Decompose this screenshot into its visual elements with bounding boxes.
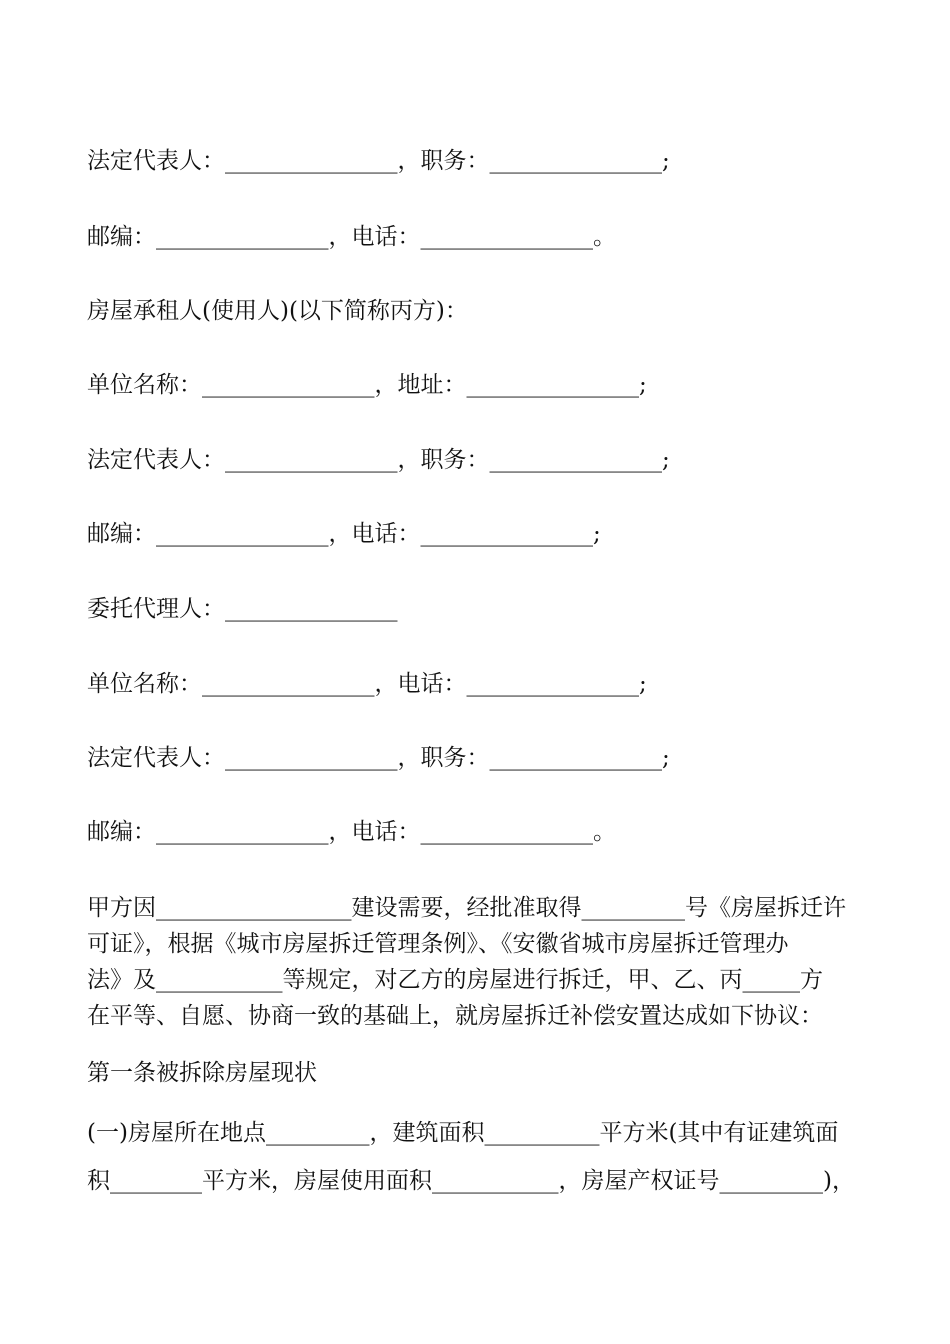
- clause-1-line-2: 积________平方米，房屋使用面积___________，房屋产权证号_________)，: [87, 1168, 855, 1194]
- postcode-phone-line-2: 邮编：_______________，电话：_______________;: [87, 521, 601, 547]
- unit-address-line: 单位名称：_______________，地址：_______________;: [87, 372, 647, 398]
- preamble-line: 可证》，根据《城市房屋拆迁管理条例》、《安徽省城市房屋拆迁管理办: [87, 931, 789, 957]
- unit-phone-line: 单位名称：_______________，电话：_______________;: [87, 671, 647, 697]
- legal-representative-line-2: 法定代表人：_______________，职务：_______________;: [87, 447, 670, 473]
- postcode-phone-line-3: 邮编：_______________，电话：_______________。: [87, 819, 616, 845]
- legal-representative-line-3: 法定代表人：_______________，职务：_______________;: [87, 745, 670, 771]
- preamble-line: 在平等、自愿、协商一致的基础上，就房屋拆迁补偿安置达成如下协议：: [87, 1003, 823, 1029]
- lessee-heading: 房屋承租人(使用人)(以下简称丙方)：: [87, 298, 468, 324]
- postcode-phone-line-1: 邮编：_______________，电话：_______________。: [87, 224, 616, 250]
- entrusted-agent-line: 委托代理人：_______________: [87, 596, 398, 622]
- article-title: 第一条被拆除房屋现状: [87, 1060, 317, 1086]
- legal-representative-line-1: 法定代表人：_______________，职务：_______________;: [87, 148, 670, 174]
- preamble-paragraph: [87, 890, 887, 1034]
- clause-1-line-1: (一)房屋所在地点_________，建筑面积__________平方米(其中有证建筑面: [87, 1120, 839, 1146]
- preamble-line: 法》及___________等规定，对乙方的房屋进行拆迁，甲、乙、丙_____方: [87, 967, 823, 993]
- preamble-line: 甲方因_________________建设需要，经批准取得_________号《房屋拆迁许: [87, 895, 846, 921]
